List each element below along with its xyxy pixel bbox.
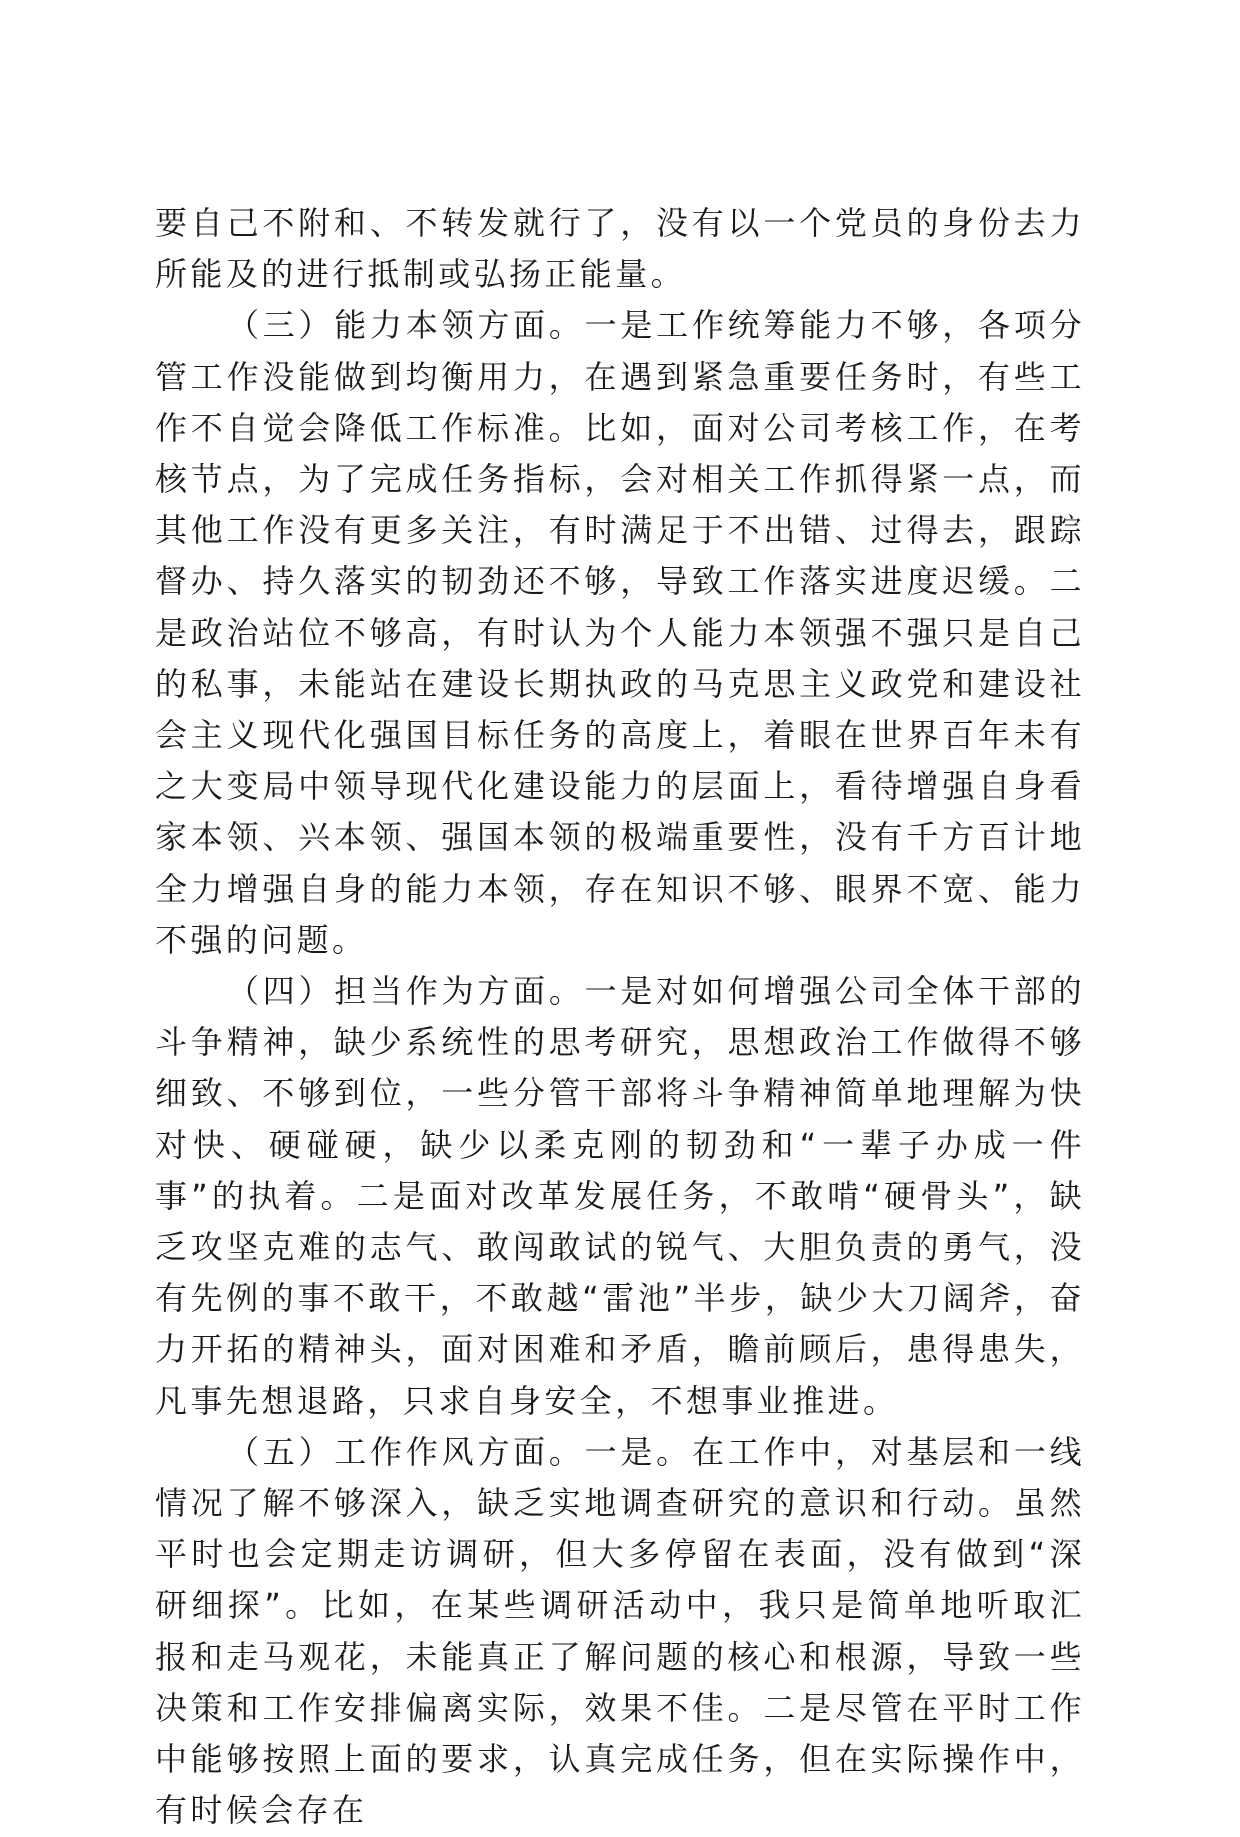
paragraph-continuation: 要自己不附和、不转发就行了，没有以一个党员的身份去力所能及的进行抵制或弘扬正能量。 [155, 204, 1085, 294]
paragraph-work-style-section: （五）工作作风方面。一是。在工作中，对基层和一线情况了解不够深入，缺乏实地调查研究的意识和行动。虽然平时也会定期走访调研，但大多停留在表面，没有做到“深研细探”。比如，在某些调研活动中，我只是简单地听取汇报和走马观花，未能真正了解问题的核心和根源，导致一些决策和工作安排偏离实际，效果不佳。二是尽管在平时工作中能够按照上面的要求，认真完成任务，但在实际操作中，有时候会存在 [155, 1432, 1085, 1830]
document-body [155, 198, 1085, 1837]
paragraph-responsibility-section: （四）担当作为方面。一是对如何增强公司全体干部的斗争精神，缺少系统性的思考研究，思想政治工作做得不够细致、不够到位，一些分管干部将斗争精神简单地理解为快对快、硬碰硬，缺少以柔克刚的韧劲和“一辈子办成一件事”的执着。二是面对改革发展任务，不敢啃“硬骨头”，缺乏攻坚克难的志气、敢闯敢试的锐气、大胆负责的勇气，没有先例的事不敢干，不敢越“雷池”半步，缺少大刀阔斧，奋力开拓的精神头，面对困难和矛盾，瞻前顾后，患得患失，凡事先想退路，只求自身安全，不想事业推进。 [155, 972, 1085, 1420]
paragraph-ability-section: （三）能力本领方面。一是工作统筹能力不够，各项分管工作没能做到均衡用力，在遇到紧急重要任务时，有些工作不自觉会降低工作标准。比如，面对公司考核工作，在考核节点，为了完成任务指标，会对相关工作抓得紧一点，而其他工作没有更多关注，有时满足于不出错、过得去，跟踪督办、持久落实的韧劲还不够，导致工作落实进度迟缓。二是政治站位不够高，有时认为个人能力本领强不强只是自己的私事，未能站在建设长期执政的马克思主义政党和建设社会主义现代化强国目标任务的高度上，着眼在世界百年未有之大变局中领导现代化建设能力的层面上，看待增强自身看家本领、兴本领、强国本领的极端重要性，没有千方百计地全力增强自身的能力本领，存在知识不够、眼界不宽、能力不强的问题。 [155, 306, 1085, 959]
